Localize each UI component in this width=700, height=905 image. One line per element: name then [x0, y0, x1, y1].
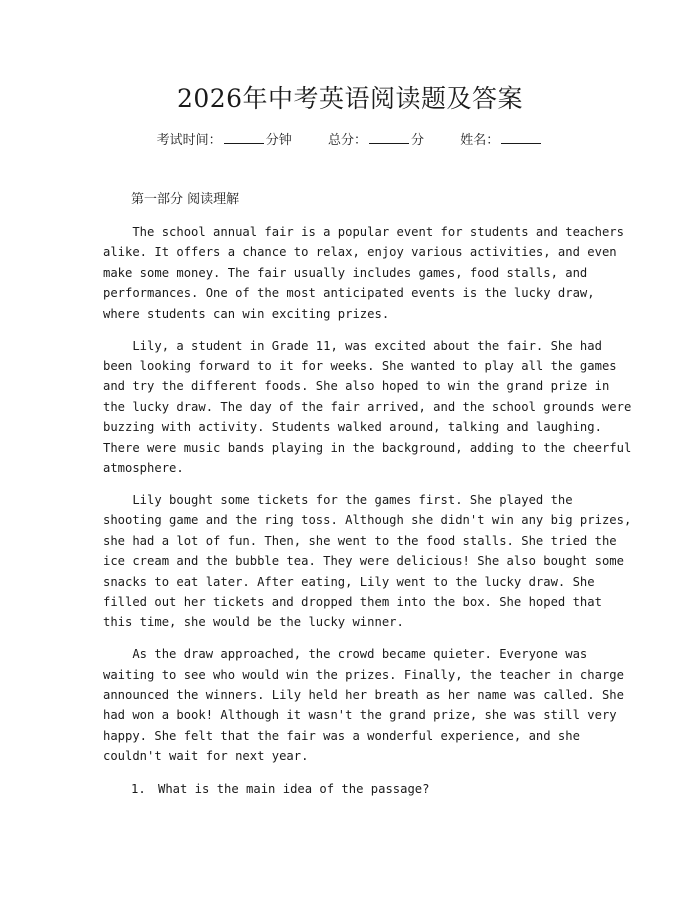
- paragraph-line: Lily bought some tickets for the games first. She played the: [103, 492, 573, 507]
- paragraph-line: performances. One of the most anticipated events is the lucky draw,: [103, 286, 595, 301]
- paragraph-line: she had a lot of fun. Then, she went to the food stalls. She tried the: [103, 533, 617, 548]
- paragraph-line: Lily, a student in Grade 11, was excited about the fair. She had: [103, 338, 602, 353]
- passage-paragraph: [103, 222, 624, 324]
- paragraph-line: atmosphere.: [103, 460, 184, 475]
- reading-passage: [103, 222, 632, 778]
- question-text: What is the main idea of the passage?: [158, 782, 430, 796]
- paragraph-line: happy. She felt that the fair was a wonderful experience, and she: [103, 728, 580, 743]
- paragraph-line: make some money. The fair usually includes games, food stalls, and: [103, 265, 588, 280]
- section-heading: 第一部分 阅读理解: [131, 192, 240, 207]
- paragraph-line: been looking forward to it for weeks. She wanted to play all the games: [103, 358, 617, 373]
- exam-time-label: 考试时间：: [156, 133, 222, 148]
- paragraph-line: snacks to eat later. After eating, Lily went to the lucky draw. She: [103, 574, 595, 589]
- paragraph-line: As the draw approached, the crowd became quieter. Everyone was: [103, 647, 588, 662]
- question-item: [131, 779, 430, 799]
- passage-paragraph: [103, 490, 632, 633]
- total-score-blank: [369, 131, 409, 144]
- paragraph-line: the lucky draw. The day of the fair arrived, and the school grounds were: [103, 399, 632, 414]
- paragraph-line: had won a book! Although it wasn't the grand prize, she was still very: [103, 708, 617, 723]
- student-name-field: [460, 131, 543, 151]
- paragraph-line: where students can win exciting prizes.: [103, 306, 390, 321]
- document-title: 2026年中考英语阅读题及答案: [176, 84, 524, 113]
- paragraph-line: couldn't wait for next year.: [103, 749, 309, 764]
- paragraph-line: and try the different foods. She also hoped to win the grand prize in: [103, 379, 610, 394]
- paragraph-line: There were music bands playing in the background, adding to the cheerful: [103, 440, 632, 455]
- student-name-label: 姓名：: [460, 133, 500, 148]
- paragraph-line: shooting game and the ring toss. Although she didn't win any big prizes,: [103, 513, 632, 528]
- exam-time-field: [157, 131, 292, 151]
- paragraph-line: this time, she would be the lucky winner.: [103, 615, 404, 630]
- question-number: 1.: [131, 782, 146, 796]
- paragraph-line: The school annual fair is a popular event for students and teachers: [103, 225, 624, 239]
- exam-time-blank: [224, 131, 264, 144]
- paragraph-line: ice cream and the bubble tea. They were delicious! She also bought some: [103, 554, 624, 569]
- paragraph-line: waiting to see who would win the prizes. Finally, the teacher in charge: [103, 667, 624, 682]
- total-score-label: 总分：: [327, 133, 367, 148]
- paragraph-line: announced the winners. Lily held her breath as her name was called. She: [103, 688, 624, 703]
- paragraph-line: buzzing with activity. Students walked around, talking and laughing.: [103, 420, 602, 435]
- paragraph-line: alike. It offers a chance to relax, enjoy various activities, and even: [103, 245, 617, 260]
- passage-paragraph: [103, 336, 632, 479]
- student-name-blank: [501, 131, 541, 144]
- total-score-field: [328, 131, 424, 151]
- passage-paragraph: [103, 644, 624, 766]
- paragraph-line: filled out her tickets and dropped them into the box. She hoped that: [103, 594, 602, 609]
- total-score-unit: 分: [411, 133, 425, 148]
- exam-time-unit: 分钟: [265, 133, 292, 148]
- exam-info-line: [0, 131, 700, 151]
